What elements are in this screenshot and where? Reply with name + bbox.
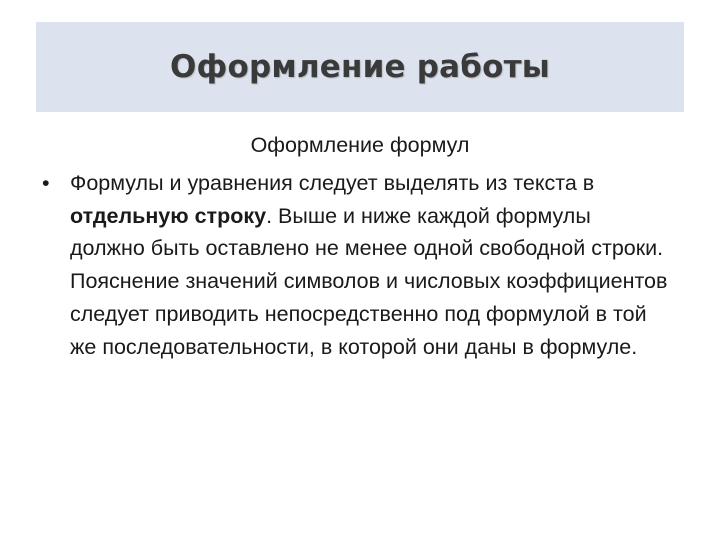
bullet-text-start: Формулы и уравнения следует выделять из текста в bbox=[70, 171, 595, 195]
slide-title: Оформление работы bbox=[169, 49, 551, 85]
bullet-text-end: . Выше и ниже каждой формулы должно быть оставлено не менее одной свободной строки. Пояснение значений символов и числовых коэффициентов следует приводить непосредственно под формулой в той же последовательности, в которой они даны в формуле. bbox=[70, 203, 668, 359]
bullet-text-bold: отдельную строку bbox=[70, 203, 267, 228]
slide-subtitle: Оформление формул bbox=[250, 133, 470, 157]
title-band bbox=[36, 22, 684, 112]
bullet-marker: • bbox=[42, 171, 50, 195]
bullet-item bbox=[42, 167, 682, 363]
bullet-text bbox=[70, 167, 670, 363]
